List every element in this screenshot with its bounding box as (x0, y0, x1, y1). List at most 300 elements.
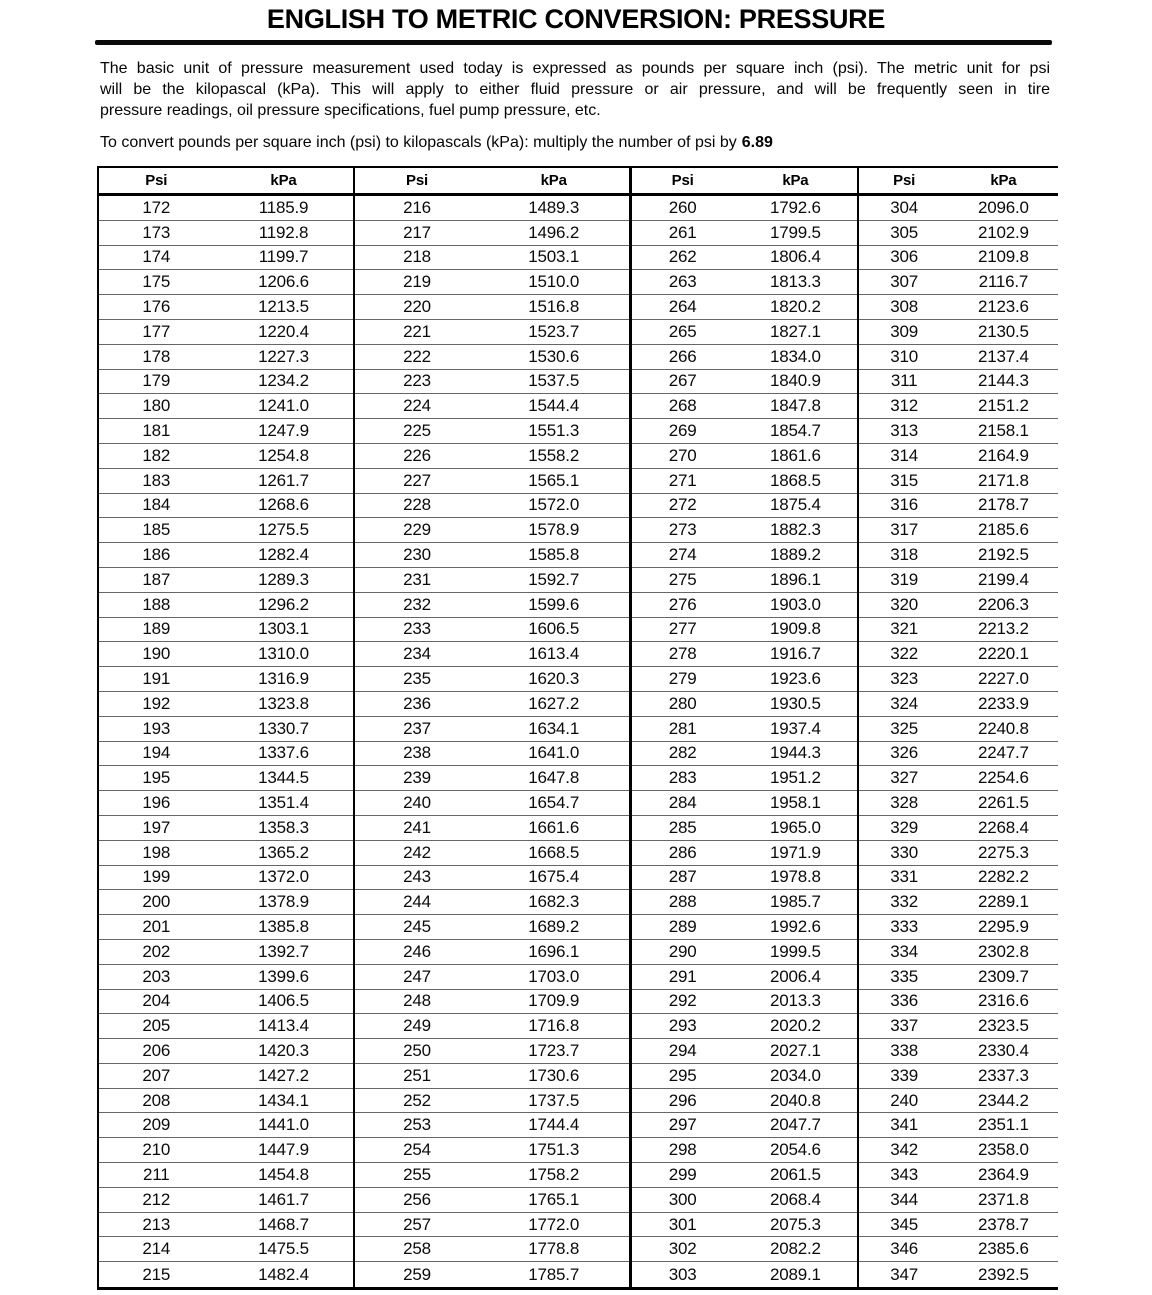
table-row (859, 1014, 1058, 1039)
kpa-value: 1461.7 (258, 1189, 309, 1209)
table-row (355, 717, 628, 742)
table-row (355, 394, 628, 419)
table-row (355, 295, 628, 320)
psi-value: 182 (142, 445, 171, 465)
psi-value: 342 (890, 1140, 918, 1160)
kpa-value: 1316.9 (258, 669, 309, 689)
table-row (355, 221, 628, 246)
psi-value: 210 (142, 1140, 171, 1160)
kpa-value: 1696.1 (528, 941, 580, 961)
psi-value: 284 (668, 793, 697, 813)
table-row (859, 618, 1058, 643)
table-row (355, 766, 628, 791)
table-row (99, 494, 353, 519)
psi-value: 191 (142, 669, 171, 689)
kpa-value: 1965.0 (769, 817, 821, 837)
table-row (355, 1138, 628, 1163)
kpa-value: 1496.2 (528, 222, 580, 242)
psi-value: 347 (890, 1264, 918, 1284)
table-row (632, 766, 858, 791)
psi-value: 279 (668, 669, 697, 689)
kpa-value: 1268.6 (258, 495, 309, 515)
psi-value: 294 (668, 1040, 697, 1060)
kpa-column-header: kPa (782, 172, 809, 189)
kpa-value: 1544.4 (528, 396, 580, 416)
table-row (355, 990, 628, 1015)
psi-value: 324 (890, 693, 918, 713)
kpa-value: 2054.6 (769, 1140, 821, 1160)
psi-value: 199 (142, 867, 171, 887)
table-row (355, 593, 628, 618)
kpa-value: 1792.6 (769, 197, 821, 217)
table-row (99, 965, 353, 990)
psi-value: 185 (142, 520, 171, 540)
psi-value: 218 (403, 247, 431, 267)
kpa-value: 2164.9 (977, 445, 1029, 465)
table-row (859, 965, 1058, 990)
kpa-value: 1199.7 (258, 247, 309, 267)
psi-value: 234 (403, 644, 431, 664)
table-row (859, 370, 1058, 395)
table-row (355, 841, 628, 866)
intro-line: will be the kilopascal (kPa). This will apply to either fluid pressure or air pressure, and will be frequently seen in tire (100, 81, 1050, 98)
psi-value: 226 (403, 445, 431, 465)
psi-value: 260 (668, 197, 697, 217)
kpa-value: 1406.5 (258, 991, 309, 1011)
kpa-value: 1323.8 (258, 693, 309, 713)
psi-value: 190 (142, 644, 171, 664)
psi-value: 268 (668, 396, 697, 416)
table-row (632, 246, 858, 271)
conversion-table (97, 166, 1058, 1290)
psi-value: 204 (142, 991, 171, 1011)
psi-value: 217 (403, 222, 431, 242)
psi-value: 239 (403, 768, 431, 788)
psi-value: 341 (890, 1115, 918, 1135)
kpa-value: 1661.6 (528, 817, 580, 837)
kpa-value: 1903.0 (769, 594, 821, 614)
table-row (632, 196, 858, 221)
psi-value: 335 (890, 966, 918, 986)
psi-value: 230 (403, 545, 431, 565)
table-row (632, 692, 858, 717)
table-column-group (99, 168, 353, 1287)
kpa-value: 1261.7 (258, 470, 309, 490)
psi-value: 270 (668, 445, 697, 465)
table-row (632, 221, 858, 246)
kpa-value: 1372.0 (258, 867, 309, 887)
kpa-value: 2289.1 (977, 892, 1029, 912)
kpa-value: 2171.8 (977, 470, 1029, 490)
table-row (632, 295, 858, 320)
kpa-value: 1351.4 (258, 793, 309, 813)
kpa-value: 1365.2 (258, 842, 309, 862)
psi-value: 196 (142, 793, 171, 813)
psi-value: 264 (668, 297, 697, 317)
psi-value: 301 (668, 1214, 697, 1234)
psi-value: 283 (668, 768, 697, 788)
psi-value: 271 (668, 470, 697, 490)
table-row (99, 1064, 353, 1089)
psi-value: 311 (890, 371, 918, 391)
psi-value: 181 (142, 421, 171, 441)
psi-value: 310 (890, 346, 918, 366)
psi-value: 227 (403, 470, 431, 490)
table-row (859, 543, 1058, 568)
psi-value: 253 (403, 1115, 431, 1135)
psi-value: 318 (890, 545, 918, 565)
table-row (99, 667, 353, 692)
psi-value: 261 (668, 222, 697, 242)
kpa-value: 1737.5 (528, 1090, 580, 1110)
psi-value: 306 (890, 247, 918, 267)
psi-value: 313 (890, 421, 918, 441)
table-row (859, 1138, 1058, 1163)
table-row (859, 1237, 1058, 1262)
table-row (632, 345, 858, 370)
table-row (632, 1039, 858, 1064)
psi-value: 312 (890, 396, 918, 416)
psi-value: 249 (403, 1016, 431, 1036)
table-row (99, 568, 353, 593)
kpa-value: 2061.5 (769, 1164, 821, 1184)
kpa-value: 1751.3 (528, 1140, 580, 1160)
psi-value: 223 (403, 371, 431, 391)
table-row (99, 717, 353, 742)
psi-value: 172 (142, 197, 171, 217)
table-row (99, 841, 353, 866)
table-row (859, 494, 1058, 519)
kpa-value: 2378.7 (977, 1214, 1029, 1234)
table-row (632, 270, 858, 295)
table-row (632, 965, 858, 990)
table-row (859, 518, 1058, 543)
kpa-column-header: kPa (990, 172, 1017, 189)
psi-value: 319 (890, 569, 918, 589)
psi-value: 339 (890, 1065, 918, 1085)
kpa-value: 2089.1 (769, 1264, 821, 1284)
table-row (859, 1213, 1058, 1238)
table-row (632, 940, 858, 965)
psi-value: 236 (403, 693, 431, 713)
psi-value: 344 (890, 1189, 918, 1209)
kpa-value: 2323.5 (977, 1016, 1029, 1036)
psi-value: 316 (890, 495, 918, 515)
psi-value: 262 (668, 247, 697, 267)
kpa-value: 1206.6 (258, 272, 309, 292)
kpa-value: 1565.1 (528, 470, 580, 490)
psi-value: 173 (142, 222, 171, 242)
table-row (355, 915, 628, 940)
psi-value: 244 (403, 892, 431, 912)
kpa-value: 1999.5 (769, 941, 821, 961)
kpa-value: 2206.3 (977, 594, 1029, 614)
psi-value: 273 (668, 520, 697, 540)
table-row (355, 370, 628, 395)
kpa-value: 1847.8 (769, 396, 821, 416)
psi-value: 211 (142, 1164, 170, 1184)
psi-value: 224 (403, 396, 431, 416)
table-row (859, 444, 1058, 469)
kpa-value: 2295.9 (977, 917, 1029, 936)
table-row (99, 1237, 353, 1262)
kpa-value: 2261.5 (977, 793, 1029, 813)
kpa-value: 2102.9 (977, 222, 1029, 242)
psi-value: 231 (403, 569, 431, 589)
kpa-value: 2275.3 (977, 842, 1029, 862)
table-row (859, 1188, 1058, 1213)
psi-value: 327 (890, 768, 918, 788)
kpa-value: 1551.3 (528, 421, 580, 441)
table-header-row (355, 168, 628, 196)
psi-value: 292 (668, 991, 697, 1011)
table-row (859, 915, 1058, 940)
kpa-value: 2068.4 (769, 1189, 821, 1209)
psi-value: 208 (142, 1090, 171, 1110)
conversion-note (100, 132, 1050, 153)
kpa-value: 2392.5 (977, 1264, 1029, 1284)
table-row (99, 196, 353, 221)
table-row (355, 494, 628, 519)
conversion-note-text: To convert pounds per square inch (psi) to kilopascals (kPa): multiply the number of psi by (100, 134, 737, 151)
table-row (632, 1188, 858, 1213)
psi-value: 317 (890, 520, 918, 540)
psi-value: 193 (142, 718, 171, 738)
psi-value: 346 (890, 1239, 918, 1259)
kpa-value: 1282.4 (258, 545, 309, 565)
kpa-value: 1730.6 (528, 1065, 580, 1085)
kpa-value: 2213.2 (977, 619, 1029, 639)
table-row (632, 494, 858, 519)
kpa-value: 1358.3 (258, 817, 309, 837)
table-row (355, 196, 628, 221)
kpa-value: 2034.0 (769, 1065, 821, 1085)
psi-value: 177 (142, 321, 171, 341)
table-row (632, 593, 858, 618)
table-row (355, 518, 628, 543)
psi-value: 207 (142, 1065, 171, 1085)
table-row (99, 320, 353, 345)
psi-value: 214 (142, 1239, 171, 1259)
kpa-value: 2123.6 (977, 297, 1029, 317)
psi-value: 295 (668, 1065, 697, 1085)
table-row (355, 1237, 628, 1262)
kpa-value: 1220.4 (258, 321, 309, 341)
psi-value: 269 (668, 421, 697, 441)
table-row (355, 642, 628, 667)
table-row (632, 990, 858, 1015)
table-row (859, 866, 1058, 891)
psi-value: 212 (142, 1189, 171, 1209)
psi-value: 293 (668, 1016, 697, 1036)
psi-value: 331 (890, 867, 918, 887)
table-row (632, 642, 858, 667)
psi-value: 245 (403, 917, 431, 936)
table-row (99, 940, 353, 965)
kpa-value: 2006.4 (769, 966, 821, 986)
table-row (355, 270, 628, 295)
kpa-value: 2109.8 (977, 247, 1029, 267)
kpa-value: 1799.5 (769, 222, 821, 242)
psi-value: 235 (403, 669, 431, 689)
table-row (859, 593, 1058, 618)
psi-value: 334 (890, 941, 918, 961)
psi-value: 286 (668, 842, 697, 862)
psi-value: 275 (668, 569, 697, 589)
table-row (859, 667, 1058, 692)
table-row (632, 866, 858, 891)
table-row (859, 890, 1058, 915)
table-row (355, 1163, 628, 1188)
kpa-value: 1868.5 (769, 470, 821, 490)
psi-value: 343 (890, 1164, 918, 1184)
kpa-value: 1530.6 (528, 346, 580, 366)
table-row (859, 742, 1058, 767)
psi-value: 203 (142, 966, 171, 986)
table-row (99, 791, 353, 816)
table-row (355, 940, 628, 965)
kpa-value: 1247.9 (258, 421, 309, 441)
psi-value: 308 (890, 297, 918, 317)
kpa-value: 1765.1 (528, 1189, 580, 1209)
table-row (355, 816, 628, 841)
table-row (859, 419, 1058, 444)
table-column-group (353, 168, 628, 1287)
psi-value: 179 (142, 371, 171, 391)
table-row (355, 568, 628, 593)
psi-value: 219 (403, 272, 431, 292)
kpa-value: 2185.6 (977, 520, 1029, 540)
table-row (99, 221, 353, 246)
kpa-value: 1275.5 (258, 520, 309, 540)
kpa-value: 1337.6 (258, 743, 309, 763)
table-row (859, 1039, 1058, 1064)
kpa-value: 2227.0 (977, 669, 1029, 689)
intro-paragraph (100, 58, 1050, 121)
table-row (355, 742, 628, 767)
kpa-value: 1627.2 (528, 693, 580, 713)
psi-value: 197 (142, 817, 171, 837)
kpa-value: 1510.0 (528, 272, 580, 292)
psi-value: 180 (142, 396, 171, 416)
kpa-value: 2247.7 (977, 743, 1029, 763)
table-row (859, 940, 1058, 965)
table-row (355, 469, 628, 494)
table-row (632, 394, 858, 419)
kpa-value: 1675.4 (528, 867, 580, 887)
psi-value: 205 (142, 1016, 171, 1036)
table-row (632, 518, 858, 543)
table-row (632, 841, 858, 866)
kpa-value: 1951.2 (769, 768, 821, 788)
table-column-group (857, 168, 1058, 1287)
table-row (99, 1039, 353, 1064)
table-row (632, 320, 858, 345)
kpa-value: 1778.8 (528, 1239, 580, 1259)
table-row (99, 915, 353, 940)
kpa-value: 2233.9 (977, 693, 1029, 713)
table-row (859, 717, 1058, 742)
psi-value: 201 (142, 917, 171, 936)
psi-value: 256 (403, 1189, 431, 1209)
kpa-value: 1578.9 (528, 520, 580, 540)
table-row (99, 394, 353, 419)
kpa-value: 1971.9 (769, 842, 821, 862)
kpa-value: 1861.6 (769, 445, 821, 465)
table-row (99, 370, 353, 395)
kpa-value: 1489.3 (528, 197, 580, 217)
psi-value: 320 (890, 594, 918, 614)
psi-value: 315 (890, 470, 918, 490)
psi-value: 178 (142, 346, 171, 366)
kpa-value: 1303.1 (258, 619, 309, 639)
table-row (859, 1262, 1058, 1287)
table-row (99, 543, 353, 568)
psi-value: 303 (668, 1264, 697, 1284)
table-row (355, 1039, 628, 1064)
table-row (99, 295, 353, 320)
kpa-value: 2351.1 (977, 1115, 1029, 1135)
psi-value: 277 (668, 619, 697, 639)
kpa-value: 1537.5 (528, 371, 580, 391)
kpa-value: 1923.6 (769, 669, 821, 689)
kpa-value: 1620.3 (528, 669, 580, 689)
table-row (99, 1089, 353, 1114)
table-row (859, 196, 1058, 221)
table-row (859, 345, 1058, 370)
table-row (859, 791, 1058, 816)
psi-value: 216 (403, 197, 431, 217)
psi-value: 326 (890, 743, 918, 763)
psi-value: 176 (142, 297, 171, 317)
psi-value: 237 (403, 718, 431, 738)
psi-value: 213 (142, 1214, 171, 1234)
kpa-value: 1840.9 (769, 371, 821, 391)
table-header-row (99, 168, 353, 196)
kpa-value: 1234.2 (258, 371, 309, 391)
kpa-value: 1441.0 (258, 1115, 309, 1135)
table-row (99, 1138, 353, 1163)
table-row (99, 1014, 353, 1039)
kpa-value: 1227.3 (258, 346, 309, 366)
psi-value: 336 (890, 991, 918, 1011)
psi-value: 192 (142, 693, 171, 713)
kpa-value: 2137.4 (977, 346, 1029, 366)
table-row (355, 890, 628, 915)
kpa-value: 2302.8 (977, 941, 1029, 961)
table-row (355, 444, 628, 469)
intro-line: The basic unit of pressure measurement used today is expressed as pounds per square inch (psi). The metric unit for psi (100, 60, 1050, 77)
psi-value: 300 (668, 1189, 697, 1209)
kpa-value: 1599.6 (528, 594, 580, 614)
kpa-value: 1392.7 (258, 941, 309, 961)
kpa-value: 1641.0 (528, 743, 580, 763)
table-row (355, 1188, 628, 1213)
psi-value: 304 (890, 197, 918, 217)
table-row (859, 1064, 1058, 1089)
table-row (355, 667, 628, 692)
table-row (632, 1163, 858, 1188)
kpa-value: 2027.1 (769, 1040, 821, 1060)
kpa-value: 1937.4 (769, 718, 821, 738)
psi-value: 233 (403, 619, 431, 639)
table-row (859, 270, 1058, 295)
table-header-row (632, 168, 858, 196)
psi-value: 183 (142, 470, 171, 490)
psi-value: 255 (403, 1164, 431, 1184)
kpa-value: 2040.8 (769, 1090, 821, 1110)
kpa-value: 1572.0 (528, 495, 580, 515)
